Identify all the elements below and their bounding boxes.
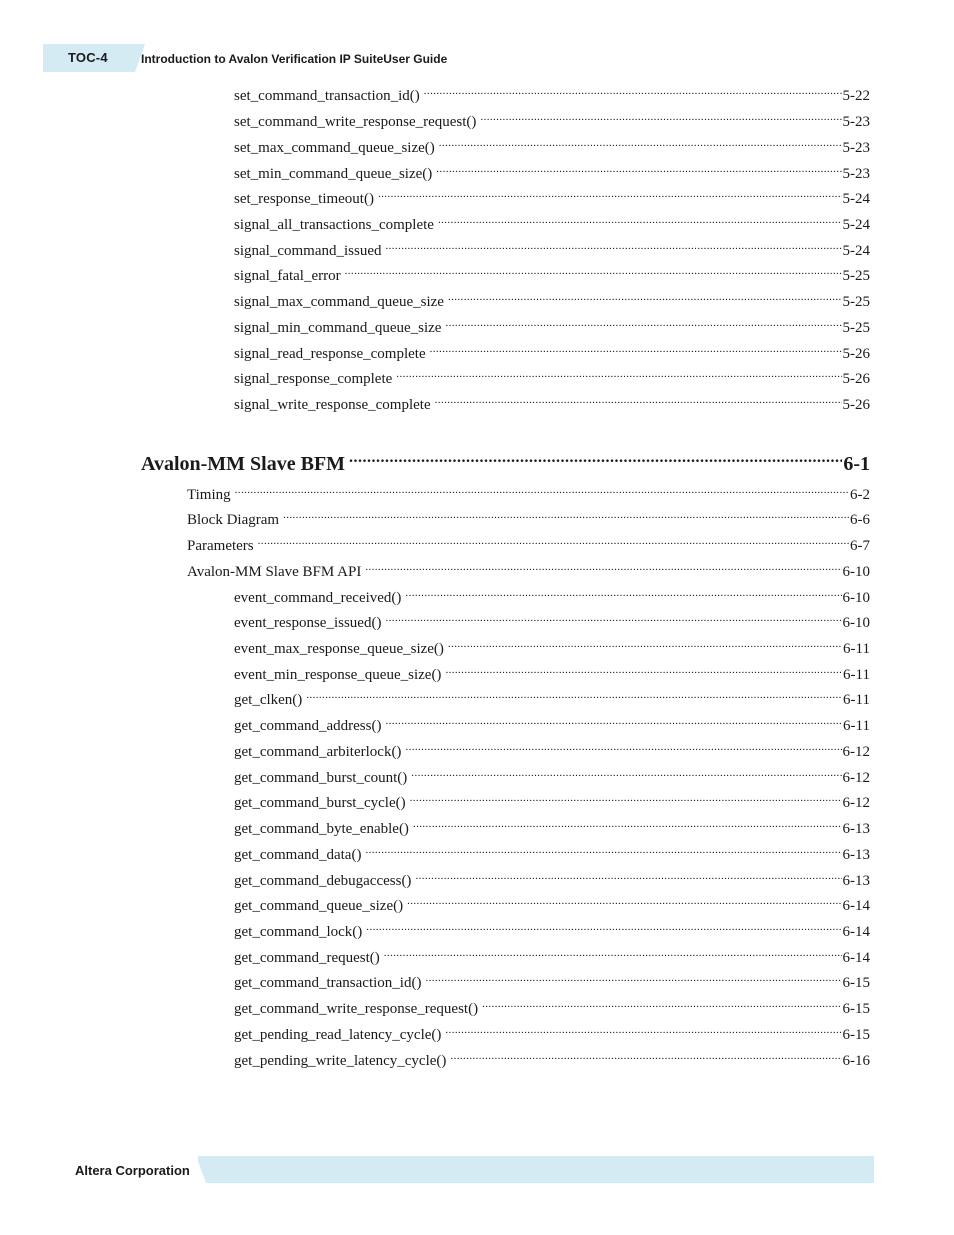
toc-entry-title: signal_read_response_complete (234, 346, 426, 362)
toc-entry-title: signal_command_issued (234, 243, 382, 259)
toc-entry-page: 5-24 (842, 217, 870, 233)
dot-leader (385, 716, 842, 730)
toc-entry[interactable] (234, 318, 870, 337)
toc-entry-title: signal_max_command_queue_size (234, 294, 444, 310)
toc-entry-page: 6-15 (842, 1001, 870, 1017)
toc-entry-page: 6-12 (842, 795, 870, 811)
toc-entry-title: get_command_write_response_request() (234, 1001, 479, 1017)
toc-entry-page: 5-25 (842, 320, 870, 336)
toc-entry-title: Parameters (187, 538, 254, 554)
document-title: Introduction to Avalon Verification IP SuiteUser Guide (141, 52, 448, 66)
toc-entry[interactable] (234, 690, 870, 709)
toc-entry-title: get_command_debugaccess() (234, 873, 412, 889)
dot-leader (384, 948, 842, 962)
toc-entry-title: set_max_command_queue_size() (234, 140, 435, 156)
toc-entry-title: set_command_write_response_request() (234, 114, 477, 130)
toc-entry-page: 5-24 (842, 243, 870, 259)
toc-entry-page: 6-10 (842, 564, 870, 580)
toc-entry-page: 5-23 (842, 166, 870, 182)
toc-entry-title: set_command_transaction_id() (234, 88, 420, 104)
toc-entry-page: 5-26 (842, 346, 870, 362)
toc-entry[interactable] (234, 613, 870, 632)
dot-leader (366, 922, 841, 936)
dot-leader (235, 485, 849, 499)
toc-entry[interactable] (234, 973, 870, 992)
toc-chapter-heading[interactable] (141, 452, 870, 476)
dot-leader (448, 639, 842, 653)
toc-entry-page: 6-15 (842, 1027, 870, 1043)
toc-entry[interactable] (234, 999, 870, 1018)
dot-leader (345, 266, 842, 280)
dot-leader (378, 189, 842, 203)
toc-entry[interactable] (234, 948, 870, 967)
toc-entry-title: event_response_issued() (234, 615, 382, 631)
toc-entry-page: 6-2 (850, 487, 870, 503)
toc-entry-page: 5-23 (842, 140, 870, 156)
toc-entry[interactable] (234, 395, 870, 414)
toc-entry[interactable] (234, 639, 870, 658)
toc-entry-title: set_min_command_queue_size() (234, 166, 433, 182)
toc-entry[interactable] (234, 1025, 870, 1044)
toc-entry[interactable] (234, 266, 870, 285)
toc-entry[interactable] (234, 292, 870, 311)
dot-leader (445, 665, 842, 679)
toc-entry[interactable] (234, 112, 870, 131)
toc-entry-title: get_command_byte_enable() (234, 821, 409, 837)
toc-entry-page: 6-13 (842, 821, 870, 837)
toc-entry[interactable] (234, 588, 870, 607)
dot-leader (411, 768, 841, 782)
toc-entry-title: signal_fatal_error (234, 268, 341, 284)
toc-entry-page: 5-26 (842, 371, 870, 387)
toc-entry-page: 6-10 (842, 590, 870, 606)
dot-leader (445, 1025, 841, 1039)
dot-leader (430, 344, 842, 358)
toc-entry-title: get_pending_write_latency_cycle() (234, 1053, 447, 1069)
toc-page-label: TOC-4 (68, 50, 108, 65)
toc-entry-title: get_command_burst_cycle() (234, 795, 406, 811)
toc-entry-page: 5-22 (842, 88, 870, 104)
toc-entry[interactable] (234, 164, 870, 183)
toc-entry-page: 6-14 (842, 950, 870, 966)
dot-leader (410, 793, 842, 807)
dot-leader (396, 369, 841, 383)
dot-leader (258, 536, 849, 550)
toc-entry[interactable] (234, 793, 870, 812)
toc-entry-title: get_command_lock() (234, 924, 363, 940)
toc-entry-page: 6-12 (842, 744, 870, 760)
toc-entry-page: 6-16 (842, 1053, 870, 1069)
dot-leader (436, 164, 841, 178)
toc-entry[interactable] (234, 845, 870, 864)
toc-entry-title: get_pending_read_latency_cycle() (234, 1027, 442, 1043)
toc-entry[interactable] (234, 819, 870, 838)
toc-entry-title: get_command_address() (234, 718, 382, 734)
toc-entry-title: get_command_data() (234, 847, 362, 863)
dot-leader (424, 86, 842, 100)
toc-entry[interactable] (234, 896, 870, 915)
toc-entry[interactable] (234, 768, 870, 787)
toc-entry[interactable] (234, 241, 870, 260)
dot-leader (349, 452, 842, 470)
dot-leader (480, 112, 841, 126)
dot-leader (365, 562, 841, 576)
toc-entry[interactable] (187, 562, 870, 581)
dot-leader (405, 588, 841, 602)
dot-leader (365, 845, 841, 859)
toc-entry-page: 6-7 (850, 538, 870, 554)
dot-leader (445, 318, 841, 332)
footer-band (198, 1156, 874, 1183)
dot-leader (413, 819, 842, 833)
dot-leader (415, 871, 841, 885)
toc-entry-title: get_command_transaction_id() (234, 975, 422, 991)
dot-leader (306, 690, 842, 704)
toc-entry-page: 6-10 (842, 615, 870, 631)
toc-entry-title: event_max_response_queue_size() (234, 641, 444, 657)
page-header (0, 0, 954, 80)
toc-entry[interactable] (234, 742, 870, 761)
toc-entry-title: signal_write_response_complete (234, 397, 431, 413)
toc-entry-title: signal_min_command_queue_size (234, 320, 442, 336)
toc-entry-page: 5-26 (842, 397, 870, 413)
dot-leader (435, 395, 842, 409)
toc-entry-title: get_clken() (234, 692, 303, 708)
toc-entry-page: 6-15 (842, 975, 870, 991)
toc-entry-title: get_command_queue_size() (234, 898, 404, 914)
toc-entry[interactable] (234, 344, 870, 363)
toc-entry[interactable] (234, 138, 870, 157)
toc-entry-title: set_response_timeout() (234, 191, 374, 207)
toc-entry-title: event_min_response_queue_size() (234, 667, 442, 683)
toc-entry[interactable] (234, 922, 870, 941)
dot-leader (385, 613, 841, 627)
toc-entry[interactable] (187, 510, 870, 529)
dot-leader (438, 215, 842, 229)
toc-entry-title: Timing (187, 487, 231, 503)
dot-leader (450, 1051, 841, 1065)
toc-entry[interactable] (234, 1051, 870, 1070)
dot-leader (407, 896, 841, 910)
toc-entry-title: signal_all_transactions_complete (234, 217, 434, 233)
toc-entry-page: 5-24 (842, 191, 870, 207)
dot-leader (425, 973, 841, 987)
toc-entry-page: 5-25 (842, 294, 870, 310)
toc-entry-page: 5-23 (842, 114, 870, 130)
toc-entry[interactable] (187, 485, 870, 504)
toc-entry-title: Block Diagram (187, 512, 280, 528)
dot-leader (405, 742, 841, 756)
dot-leader (283, 510, 849, 524)
toc-entry[interactable] (234, 189, 870, 208)
toc-entry[interactable] (234, 86, 870, 105)
toc-entry-title: signal_response_complete (234, 371, 393, 387)
toc-entry-page: 6-11 (843, 718, 870, 734)
chapter-page: 6-1 (843, 453, 870, 475)
toc-entry-title: get_command_arbiterlock() (234, 744, 402, 760)
toc-entry-page: 6-14 (842, 898, 870, 914)
toc-entry-page: 6-13 (842, 873, 870, 889)
toc-entry[interactable] (187, 536, 870, 555)
toc-entry-page: 6-12 (842, 770, 870, 786)
dot-leader (439, 138, 842, 152)
dot-leader (385, 241, 841, 255)
dot-leader (482, 999, 841, 1013)
toc-entry[interactable] (234, 215, 870, 234)
toc-entry-title: get_command_request() (234, 950, 380, 966)
footer-company: Altera Corporation (75, 1163, 190, 1178)
toc-entry[interactable] (234, 665, 870, 684)
dot-leader (448, 292, 842, 306)
toc-entry-page: 6-11 (843, 692, 870, 708)
toc-entry-title: Avalon-MM Slave BFM API (187, 564, 362, 580)
toc-entry-page: 6-11 (843, 667, 870, 683)
toc-entry-page: 6-11 (843, 641, 870, 657)
toc-entry-page: 6-14 (842, 924, 870, 940)
toc-entry[interactable] (234, 369, 870, 388)
toc-entry[interactable] (234, 716, 870, 735)
chapter-title: Avalon-MM Slave BFM (141, 453, 346, 475)
toc-entry-page: 6-13 (842, 847, 870, 863)
toc-entry-title: get_command_burst_count() (234, 770, 408, 786)
toc-entry-page: 5-25 (842, 268, 870, 284)
toc-entry-page: 6-6 (850, 512, 870, 528)
toc-entry[interactable] (234, 871, 870, 890)
toc-entry-title: event_command_received() (234, 590, 402, 606)
